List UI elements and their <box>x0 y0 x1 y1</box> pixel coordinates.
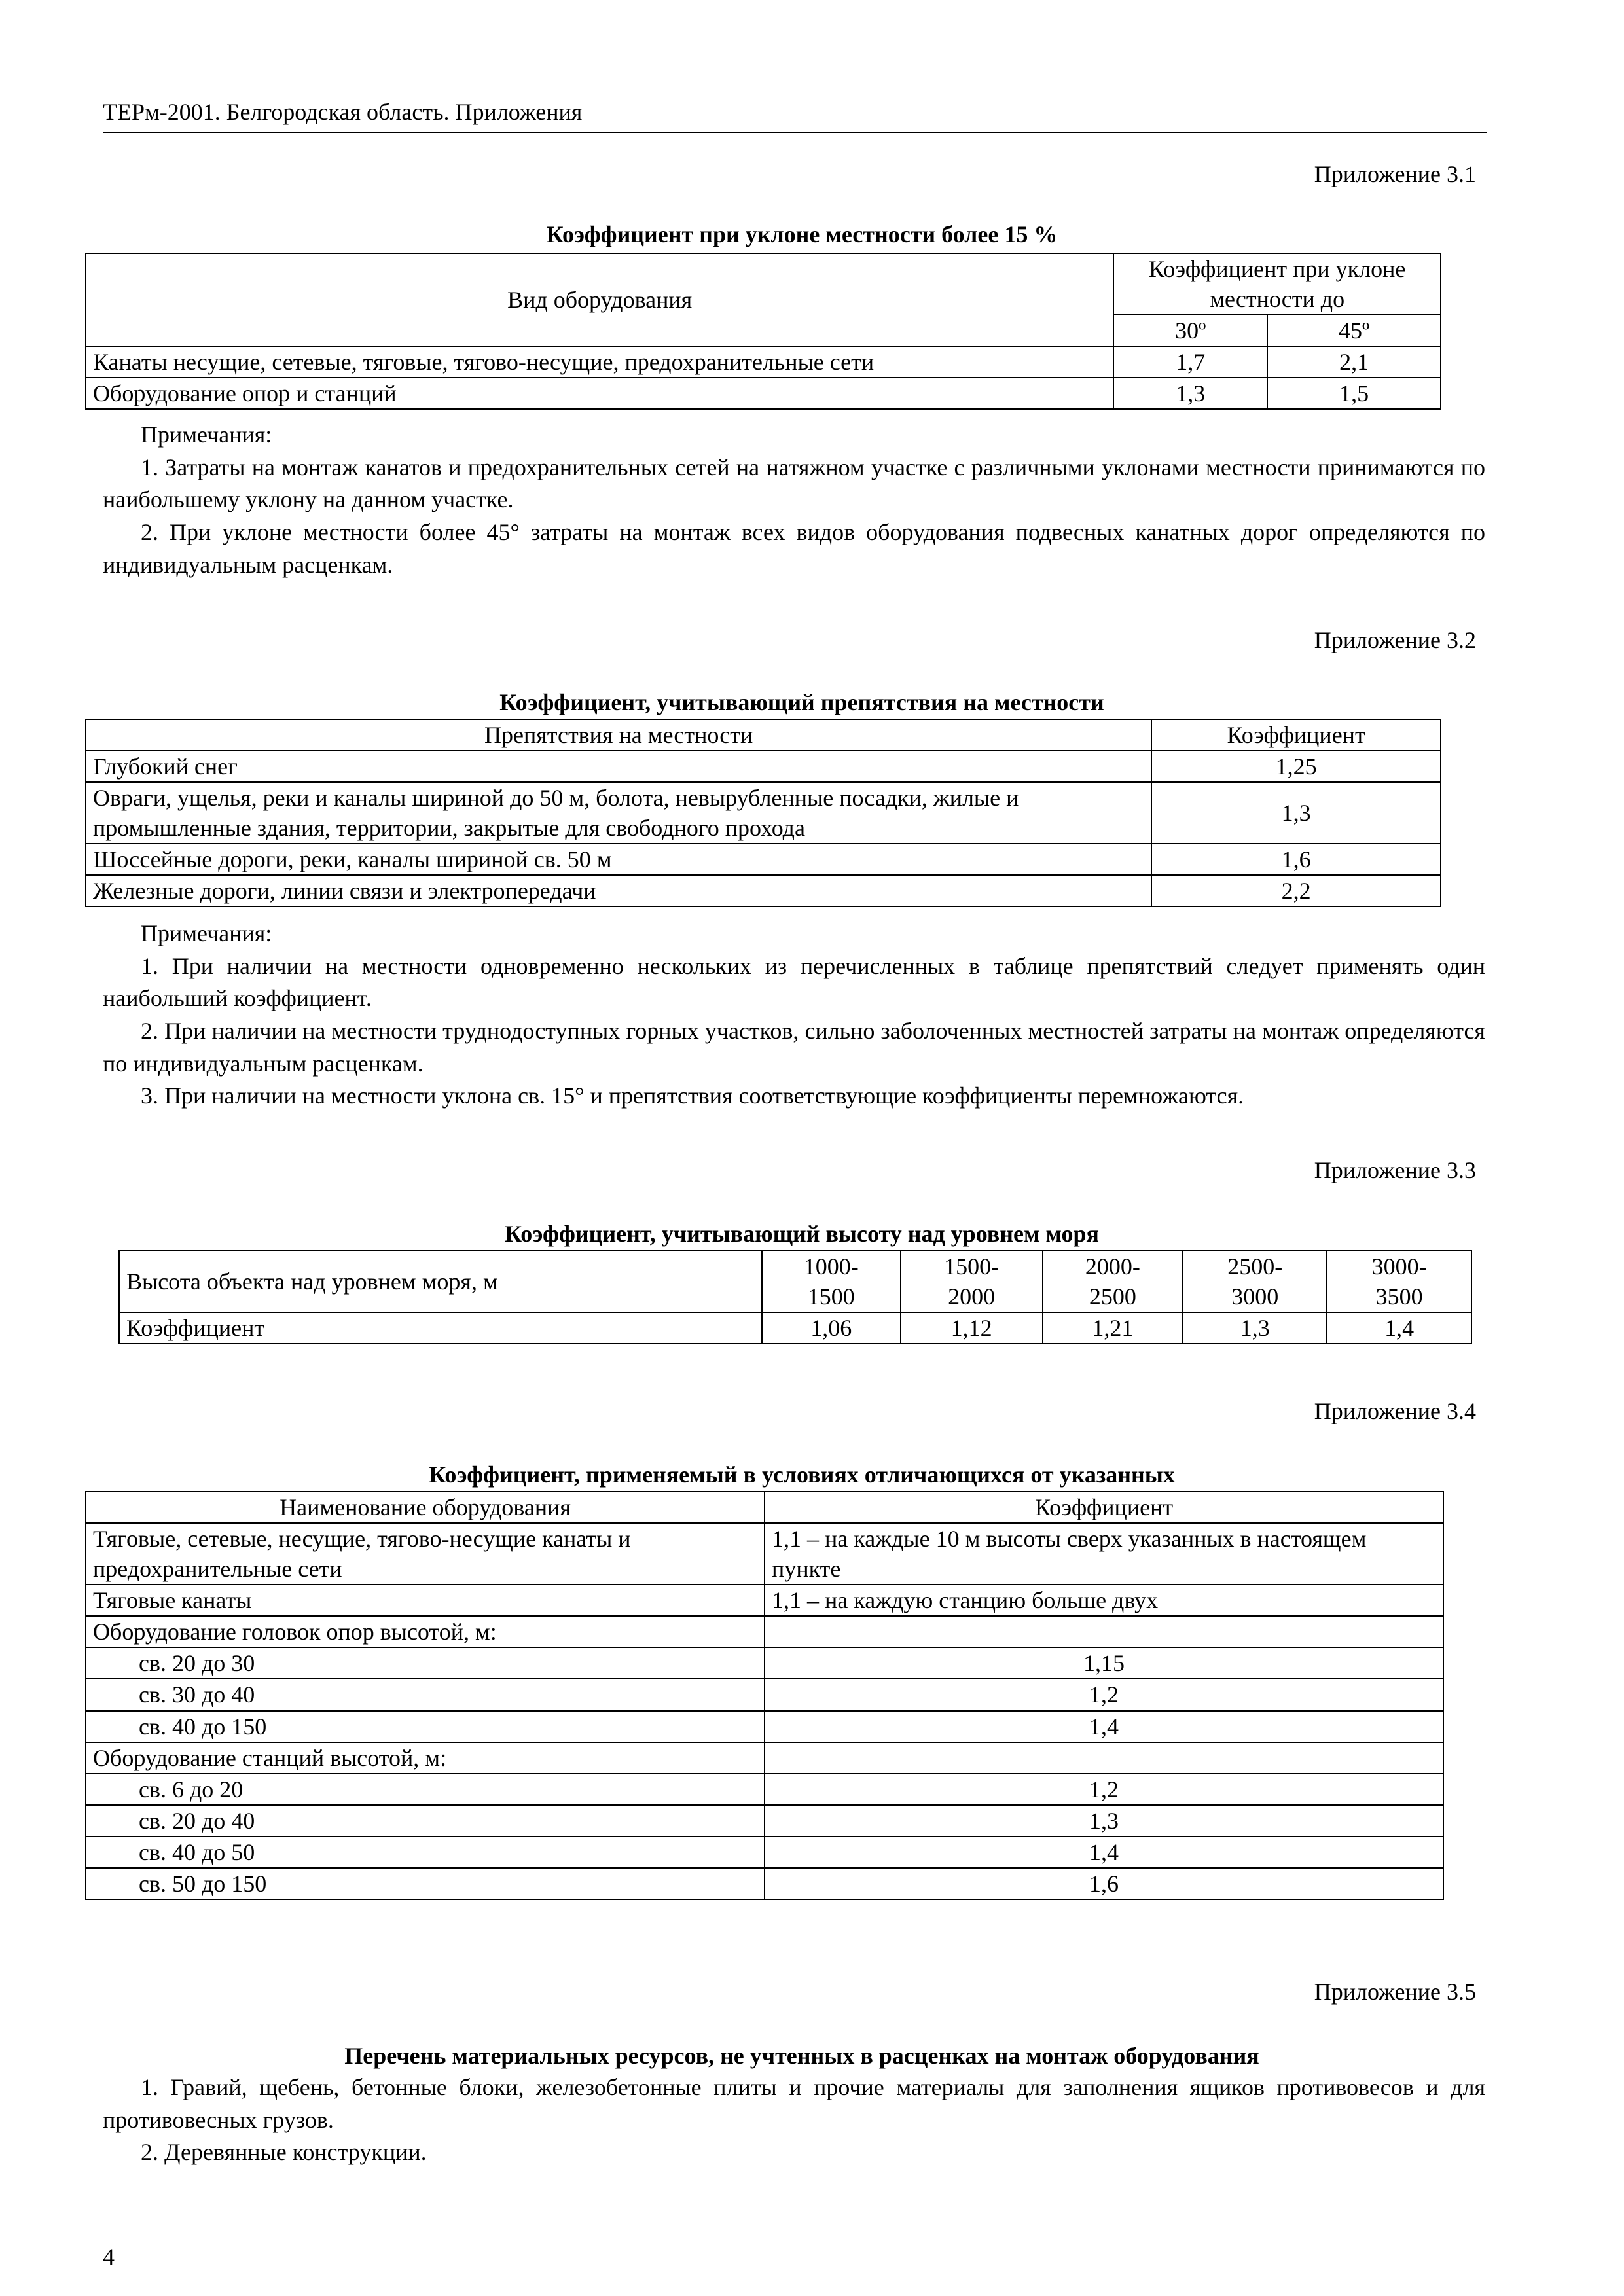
table-cell: 1,4 <box>765 1711 1443 1742</box>
table-header-range: 1500- 2000 <box>901 1251 1043 1312</box>
table-row <box>86 1679 1443 1710</box>
table-cell: 1,2 <box>765 1774 1443 1805</box>
table-row <box>86 1837 1443 1868</box>
table-cell <box>765 1742 1443 1774</box>
table-row <box>86 378 1441 409</box>
note-item: 1. Затраты на монтаж канатов и предохранительных сетей на натяжном участке с различными уклонами местности принимаются по наибольшему уклону на данном участке. <box>103 454 1485 513</box>
table-header-altitude: Высота объекта над уровнем моря, м <box>119 1251 762 1312</box>
table-cell: 1,25 <box>1151 751 1441 782</box>
table-cell: 1,1 – на каждую станцию больше двух <box>765 1585 1443 1616</box>
table-header-range: 1000- 1500 <box>762 1251 901 1312</box>
appendix-3-2-label: Приложение 3.2 <box>1314 627 1476 653</box>
appendix-3-3-caption: Коэффициент, учитывающий высоту над уровнем моря <box>504 1221 1100 1247</box>
table-cell: 1,3 <box>1183 1312 1327 1344</box>
table-row <box>86 1774 1443 1805</box>
table-cell: Оборудование головок опор высотой, м: <box>86 1616 765 1647</box>
table-cell: Глубокий снег <box>86 751 1151 782</box>
appendix-3-4-label: Приложение 3.4 <box>1314 1398 1476 1424</box>
table-cell: 2,2 <box>1151 875 1441 906</box>
table-cell: св. 6 до 20 <box>86 1774 765 1805</box>
table-cell: 1,06 <box>762 1312 901 1344</box>
table-cell: 1,5 <box>1267 378 1441 409</box>
appendix-3-5-label: Приложение 3.5 <box>1314 1979 1476 2005</box>
table-row <box>86 751 1441 782</box>
table-row <box>86 1647 1443 1679</box>
note-item: 3. При наличии на местности уклона св. 15° и препятствия соответствующие коэффициенты перемножаются. <box>141 1083 1244 1109</box>
table-header-45: 45º <box>1267 315 1441 346</box>
table-header-30: 30º <box>1113 315 1267 346</box>
page-number: 4 <box>103 2244 115 2270</box>
table-cell: св. 30 до 40 <box>86 1679 765 1710</box>
table-cell: 2,1 <box>1267 346 1441 378</box>
table-cell: Шоссейные дороги, реки, каналы шириной св. 50 м <box>86 844 1151 875</box>
table-cell: св. 40 до 150 <box>86 1711 765 1742</box>
table-cell: 1,15 <box>765 1647 1443 1679</box>
table-header-equipment: Наименование оборудования <box>86 1492 765 1523</box>
table-cell <box>765 1616 1443 1647</box>
table-cell: Овраги, ущелья, реки и каналы шириной до 50 м, болота, невырубленные посадки, жилые и промышленные здания, территории, закрытые для свободного прохода <box>86 782 1151 844</box>
note-item: 2. При уклоне местности более 45° затраты на монтаж всех видов оборудования подвесных канатных дорог определяются по индивидуальным расценкам. <box>103 519 1485 578</box>
notes-title: Примечания: <box>141 422 272 448</box>
table-cell: 1,4 <box>1327 1312 1471 1344</box>
table-header-range: 2000- 2500 <box>1043 1251 1183 1312</box>
table-row <box>86 346 1441 378</box>
table-header-coefficient: Коэффициент при уклоне местности до <box>1113 253 1441 315</box>
table-cell: св. 20 до 30 <box>86 1647 765 1679</box>
table-row <box>86 1868 1443 1899</box>
table-cell: 1,3 <box>765 1805 1443 1837</box>
table-cell: св. 50 до 150 <box>86 1868 765 1899</box>
table-row <box>86 1805 1443 1837</box>
table-row <box>86 1711 1443 1742</box>
conditions-coefficient-table <box>85 1491 1444 1900</box>
appendix-3-3-label: Приложение 3.3 <box>1314 1157 1476 1183</box>
running-header: ТЕРм-2001. Белгородская область. Приложения <box>103 97 1487 133</box>
table-header-coefficient: Коэффициент <box>1151 719 1441 751</box>
table-row <box>119 1312 1471 1344</box>
appendix-3-1-label: Приложение 3.1 <box>1314 161 1476 187</box>
list-item: 1. Гравий, щебень, бетонные блоки, железобетонные плиты и прочие материалы для заполнения ящиков противовесов и для противовесных грузов. <box>103 2074 1485 2133</box>
appendix-3-1-caption: Коэффициент при уклоне местности более 15 % <box>546 221 1058 247</box>
table-cell: Тяговые канаты <box>86 1585 765 1616</box>
appendix-3-2-notes <box>103 918 1485 1113</box>
table-header-equipment: Вид оборудования <box>86 253 1113 346</box>
appendix-3-5-list <box>103 2072 1485 2169</box>
appendix-3-2-caption: Коэффициент, учитывающий препятствия на местности <box>499 689 1104 715</box>
table-row <box>86 782 1441 844</box>
table-cell: 1,12 <box>901 1312 1043 1344</box>
table-row <box>86 1585 1443 1616</box>
table-row <box>86 1742 1443 1774</box>
appendix-3-5-caption: Перечень материальных ресурсов, не учтенных в расценках на монтаж оборудования <box>344 2043 1259 2069</box>
list-item: 2. Деревянные конструкции. <box>141 2139 427 2166</box>
table-cell: 1,21 <box>1043 1312 1183 1344</box>
table-row <box>86 1616 1443 1647</box>
table-cell: 1,1 – на каждые 10 м высоты сверх указанных в настоящем пункте <box>765 1523 1443 1585</box>
table-header-range: 3000- 3500 <box>1327 1251 1471 1312</box>
appendix-3-4-caption: Коэффициент, применяемый в условиях отличающихся от указанных <box>429 1462 1175 1488</box>
table-cell: 1,6 <box>1151 844 1441 875</box>
table-cell: Оборудование станций высотой, м: <box>86 1742 765 1774</box>
table-cell: 1,4 <box>765 1837 1443 1868</box>
table-row <box>86 844 1441 875</box>
table-cell: 1,3 <box>1151 782 1441 844</box>
table-cell: Железные дороги, линии связи и электропередачи <box>86 875 1151 906</box>
table-cell: св. 40 до 50 <box>86 1837 765 1868</box>
obstacles-coefficient-table <box>85 719 1441 907</box>
table-cell: св. 20 до 40 <box>86 1805 765 1837</box>
table-cell: Канаты несущие, сетевые, тяговые, тягово-несущие, предохранительные сети <box>86 346 1113 378</box>
table-row <box>86 1523 1443 1585</box>
table-row <box>86 875 1441 906</box>
altitude-coefficient-table <box>118 1250 1472 1344</box>
table-cell: 1,3 <box>1113 378 1267 409</box>
table-cell: 1,2 <box>765 1679 1443 1710</box>
table-cell: Коэффициент <box>119 1312 762 1344</box>
table-cell: Оборудование опор и станций <box>86 378 1113 409</box>
appendix-3-1-notes <box>103 419 1485 581</box>
table-header-obstacle: Препятствия на местности <box>86 719 1151 751</box>
table-cell: Тяговые, сетевые, несущие, тягово-несущие канаты и предохранительные сети <box>86 1523 765 1585</box>
note-item: 1. При наличии на местности одновременно нескольких из перечисленных в таблице препятствий следует применять один наибольший коэффициент. <box>103 952 1485 1012</box>
table-header-range: 2500- 3000 <box>1183 1251 1327 1312</box>
slope-coefficient-table <box>85 253 1441 410</box>
table-header-coefficient: Коэффициент <box>765 1492 1443 1523</box>
notes-title: Примечания: <box>141 920 272 946</box>
table-cell: 1,7 <box>1113 346 1267 378</box>
table-cell: 1,6 <box>765 1868 1443 1899</box>
note-item: 2. При наличии на местности труднодоступных горных участков, сильно заболоченных местностей затраты на монтаж определяются по индивидуальным расценкам. <box>103 1018 1485 1077</box>
